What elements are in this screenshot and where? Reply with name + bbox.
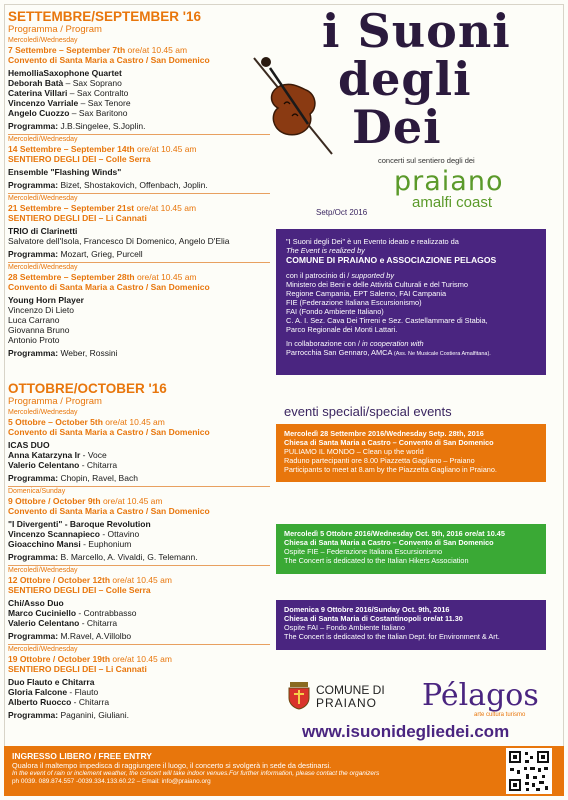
event-group-name: Young Horn Player <box>8 295 84 305</box>
program-label: Programma: <box>8 552 59 562</box>
performer <box>8 697 280 707</box>
performer-name: Gioacchino Mansi <box>8 539 81 549</box>
event-day: Mercoledì/Wednesday <box>8 37 78 44</box>
patronage-label: con il patrocinio di / supported by <box>286 271 395 280</box>
performer <box>8 687 280 697</box>
program-event <box>8 409 280 483</box>
program-composers: B. Marcello, A. Vivaldi, G. Telemann. <box>58 552 198 562</box>
info-intro: "I Suoni degli Dei" è un Evento ideato e realizzato da <box>286 237 459 246</box>
special-line: The Concert is dedicated to the Italian Dept. for Environment & Art. <box>284 632 500 641</box>
title-line-1: i Suoni <box>322 4 511 58</box>
event-group-name: Chi/Asso Duo <box>8 598 64 608</box>
event-day: Mercoledì/Wednesday <box>8 195 78 202</box>
program-composers: Mozart, Grieg, Purcell <box>58 249 143 259</box>
special-line: Chiesa di Santa Maria a Castro – Convento di San Domenico <box>284 538 494 547</box>
performer-role: - Flauto <box>67 687 99 697</box>
event-program <box>8 552 280 562</box>
special-line: Chiesa di Santa Maria a Castro – Convento di San Domenico <box>284 438 494 447</box>
performer-role: - Chitarra <box>79 618 118 628</box>
program-label: Programma: <box>8 180 59 190</box>
performer <box>8 335 280 345</box>
performer-name: Valerio Celentano <box>8 460 80 470</box>
event-time: ore/at 10.45 am <box>102 417 165 427</box>
event-group-name: Ensemble "Flashing Winds" <box>8 167 122 177</box>
special-line: Raduno partecipanti ore 8.00 Piazzetta Gagliano – Praiano <box>284 456 475 465</box>
event-venue: SENTIERO DEGLI DEI – Colle Serra <box>8 154 151 164</box>
october-title: OTTOBRE/OCTOBER '16 <box>8 381 167 396</box>
event-divider <box>8 262 270 263</box>
patron-item: FIE (Federazione Italiana Escursionismo) <box>286 298 422 307</box>
performer <box>8 450 280 460</box>
event-day: Mercoledì/Wednesday <box>8 409 78 416</box>
event-group-name: ICAS DUO <box>8 440 50 450</box>
event-program <box>8 348 280 358</box>
event-date-text: 14 Settembre – September 14th <box>8 144 135 154</box>
footer-line2: In the event of rain or inclement weather, the concert will take indoor venues.For further information, please contact the organizers <box>12 770 380 777</box>
performer-role: Salvatore dell'Isola, Francesco Di Domenico, Angelo D'Elia <box>8 236 230 246</box>
program-label: Programma: <box>8 473 59 483</box>
event-time: ore/at 10.45 am <box>125 45 188 55</box>
performer <box>8 236 280 246</box>
special-events-title: eventi speciali/special events <box>284 404 452 419</box>
event-date-text: 28 Settembre – September 28th <box>8 272 135 282</box>
performer-role: - Euphonium <box>80 539 132 549</box>
program-label: Programma: <box>8 348 59 358</box>
performer-name: Gloria Falcone <box>8 687 68 697</box>
event-program <box>8 631 280 641</box>
event-program <box>8 180 280 190</box>
patron-item: Parco Regionale dei Monti Lattari. <box>286 325 398 334</box>
event-date-text: 19 Ottobre / October 19th <box>8 654 111 664</box>
special-box-1 <box>276 424 546 482</box>
title-line-2: degli <box>338 52 472 106</box>
violin-icon <box>240 46 350 166</box>
performer-name: Deborah Batà <box>8 78 64 88</box>
footer-line1: Qualora il maltempo impedisca di raggiungere il luogo, il concerto si svolgerà in sede da destinarsi. <box>12 761 332 770</box>
event-group-name: HemolliaSaxophone Quartet <box>8 68 122 78</box>
event-date-text: 12 Ottobre / October 12th <box>8 575 111 585</box>
info-intro-en: The Event is realized by <box>286 246 365 255</box>
event-time: ore/at 10.45 am <box>110 575 172 585</box>
event-program <box>8 710 280 720</box>
program-composers: Weber, Rossini <box>58 348 118 358</box>
performer <box>8 305 280 315</box>
event-day: Mercoledì/Wednesday <box>8 264 78 271</box>
performer-role: – Sax Contralto <box>67 88 129 98</box>
event-day: Domenica/Sunday <box>8 488 66 495</box>
patron-item: C. A. I. Sez. Cava Dei Tirreni e Sez. Castellammare di Stabia, <box>286 316 488 325</box>
program-event <box>8 644 280 720</box>
event-day: Mercoledì/Wednesday <box>8 567 78 574</box>
event-date-text: 7 Settembre – September 7th <box>8 45 126 55</box>
special-line: Ospite FIE – Federazione Italiana Escursionismo <box>284 547 443 556</box>
performer <box>8 539 280 549</box>
event-venue: Convento di Santa Maria a Castro / San Domenico <box>8 506 210 516</box>
event-time: ore/at 10.45 am <box>100 496 163 506</box>
program-event <box>8 565 280 641</box>
event-date-text: 9 Ottobre / October 9th <box>8 496 101 506</box>
performer-name: Angelo Cuozzo <box>8 108 70 118</box>
info-organizers: COMUNE DI PRAIANO e ASSOCIAZIONE PELAGOS <box>286 255 497 265</box>
event-time: ore/at 10.45 am <box>134 203 197 213</box>
event-program <box>8 473 280 483</box>
patron-item: FAI (Fondo Ambiente Italiano) <box>286 307 384 316</box>
footer-title: INGRESSO LIBERO / FREE ENTRY <box>12 751 152 761</box>
pelagos-subtitle: arte cultura turismo <box>474 712 526 718</box>
performer-name: Marco Cuciniello <box>8 608 77 618</box>
performer-role: Giovanna Bruno <box>8 325 70 335</box>
october-program <box>8 382 280 720</box>
footer-line3: ph 0039. 089.874.557 -0039.334.133.60.22 – Email: info@praiano.org <box>12 778 211 785</box>
event-divider <box>8 134 270 135</box>
program-composers: Chopin, Ravel, Bach <box>58 473 138 483</box>
event-date <box>8 654 280 664</box>
program-composers: Bizet, Shostakovich, Offenbach, Joplin. <box>58 180 208 190</box>
event-divider <box>8 565 270 566</box>
tagline: concerti sul sentiero degli dei <box>378 156 475 165</box>
town-name: praiano <box>394 166 504 197</box>
event-venue: Convento di Santa Maria a Castro / San Domenico <box>8 282 210 292</box>
performer <box>8 325 280 335</box>
special-line: Participants to meet at 8.am by the Piazzetta Gagliano in Praiano. <box>284 465 497 474</box>
special-line: Ospite FAI – Fondo Ambiente Italiano <box>284 623 405 632</box>
performer-role: Vincenzo Di Lieto <box>8 305 74 315</box>
program-composers: J.B.Singelee, S.Joplin. <box>58 121 146 131</box>
special-line: The Concert is dedicated to the Italian Hikers Association <box>284 556 469 565</box>
performer-role: – Sax Baritono <box>69 108 128 118</box>
special-box-2 <box>276 524 546 574</box>
event-date <box>8 417 280 427</box>
event-time: ore/at 10.45 am <box>110 654 172 664</box>
october-subtitle: Programma / Program <box>8 396 102 407</box>
event-date <box>8 496 280 506</box>
program-label: Programma: <box>8 249 59 259</box>
special-line: Domenica 9 Ottobre 2016/Sunday Oct. 9th, 2016 <box>284 605 450 614</box>
comune-logo-line2: PRAIANO <box>316 696 378 710</box>
program-event <box>8 486 280 562</box>
program-event <box>8 193 280 259</box>
performer-name: Caterina Villari <box>8 88 68 98</box>
info-box <box>276 229 546 375</box>
performer <box>8 618 280 628</box>
program-label: Programma: <box>8 631 59 641</box>
performer <box>8 460 280 470</box>
event-divider <box>8 644 270 645</box>
program-label: Programma: <box>8 710 59 720</box>
event-group-name: TRIO di Clarinetti <box>8 226 78 236</box>
event-time: ore/at 10.45 am <box>134 272 197 282</box>
event-divider <box>8 193 270 194</box>
performer-role: - Voce <box>80 450 107 460</box>
praiano-coat-of-arms-icon <box>286 680 312 710</box>
event-group-name: Duo Flauto e Chitarra <box>8 677 95 687</box>
performer-role: Luca Carrano <box>8 315 60 325</box>
performer-name: Vincenzo Scannapieco <box>8 529 100 539</box>
event-venue: SENTIERO DEGLI DEI – Li Cannati <box>8 213 147 223</box>
performer-name: Alberto Ruocco <box>8 697 72 707</box>
performer-role: - Chitarra <box>79 460 118 470</box>
coop-text: Parrocchia San Gennaro, AMCA (Ass. Ne Musicale Costiera Amalfitana). <box>286 348 491 357</box>
program-composers: Paganini, Giuliani. <box>58 710 129 720</box>
special-line: Mercoledì 5 Ottobre 2016/Wednesday Oct. 5th, 2016 ore/at 10.45 <box>284 529 505 538</box>
special-line: Mercoledì 28 Settembre 2016/Wednesday Setp. 28th, 2016 <box>284 429 484 438</box>
performer-role: – Sax Soprano <box>63 78 122 88</box>
special-line: PULIAMO IL MONDO – Clean up the world <box>284 447 424 456</box>
event-program <box>8 249 280 259</box>
event-venue: Convento di Santa Maria a Castro / San Domenico <box>8 427 210 437</box>
pelagos-logo: Pélagos <box>422 678 539 713</box>
coop-label: In collaborazione con / in cooperation with <box>286 339 424 348</box>
season-label: Setp/Oct 2016 <box>316 208 368 217</box>
footer-band <box>4 746 564 796</box>
title-line-3: Dei <box>352 100 442 154</box>
event-date-text: 5 Ottobre – October 5th <box>8 417 103 427</box>
performer <box>8 529 280 539</box>
event-group-name: "I Divergenti" - Baroque Revolution <box>8 519 151 529</box>
special-line: Chiesa di Santa Maria di Costantinopoli ore/at 11.30 <box>284 614 463 623</box>
event-date <box>8 203 280 213</box>
event-date <box>8 272 280 282</box>
website-link[interactable]: www.isuonidegliedei.com <box>302 722 510 741</box>
qr-code-icon[interactable] <box>506 748 552 794</box>
september-subtitle: Programma / Program <box>8 24 102 35</box>
patron-item: Ministero dei Beni e delle Attività Culturali e del Turismo <box>286 280 468 289</box>
event-venue: SENTIERO DEGLI DEI – Li Cannati <box>8 664 147 674</box>
patron-item: Regione Campania, EPT Salerno, FAI Campania <box>286 289 447 298</box>
event-date-text: 21 Settembre – September 21st <box>8 203 135 213</box>
event-venue: SENTIERO DEGLI DEI – Colle Serra <box>8 585 151 595</box>
event-time: ore/at 10.45 am <box>134 144 197 154</box>
program-composers: M.Ravel, A.Villolbo <box>58 631 132 641</box>
performer <box>8 315 280 325</box>
performer-role: - Contrabbasso <box>76 608 137 618</box>
program-label: Programma: <box>8 121 59 131</box>
performer-role: - Chitarra <box>71 697 110 707</box>
comune-logo-line1: COMUNE DI <box>316 683 385 697</box>
event-day: Mercoledì/Wednesday <box>8 136 78 143</box>
performer-role: - Ottavino <box>99 529 140 539</box>
event-divider <box>8 486 270 487</box>
event-date <box>8 575 280 585</box>
event-day: Mercoledì/Wednesday <box>8 646 78 653</box>
performer <box>8 608 280 618</box>
performer-role: Antonio Proto <box>8 335 60 345</box>
september-title: SETTEMBRE/SEPTEMBER '16 <box>8 9 201 24</box>
performer-name: Vincenzo Varriale <box>8 98 79 108</box>
region-name: amalfi coast <box>412 194 493 211</box>
program-event <box>8 262 280 358</box>
performer-role: – Sax Tenore <box>78 98 131 108</box>
event-venue: Convento di Santa Maria a Castro / San Domenico <box>8 55 210 65</box>
performer-name: Valerio Celentano <box>8 618 80 628</box>
special-box-3 <box>276 600 546 650</box>
performer-name: Anna Katarzyna Ir <box>8 450 81 460</box>
